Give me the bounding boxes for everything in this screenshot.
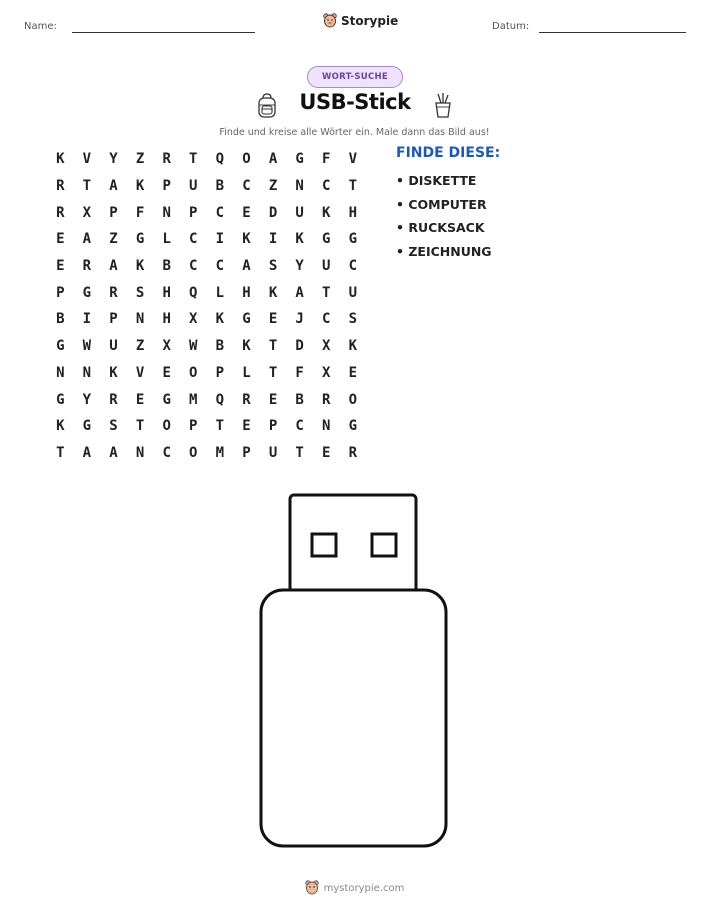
usb-connector-hole-right [372,534,396,556]
grid-letter[interactable]: R [348,444,358,461]
grid-letter[interactable]: C [162,444,171,461]
grid-letter[interactable]: N [82,364,92,381]
grid-letter[interactable]: B [215,338,225,355]
grid-letter[interactable]: W [189,338,198,355]
date-line[interactable] [539,32,686,33]
grid-letter[interactable]: K [215,311,225,328]
grid-letter[interactable]: G [162,391,171,408]
bear-logo-icon [323,13,337,29]
grid-letter[interactable]: Q [215,151,225,168]
grid-letter[interactable]: G [82,284,92,301]
date-label: Datum: [492,21,530,32]
grid-letter[interactable]: P [162,178,171,195]
grid-letter[interactable]: V [348,151,358,168]
grid-letter[interactable]: G [82,418,92,435]
backpack-icon [256,93,278,119]
grid-letter[interactable]: R [56,178,65,195]
grid-letter[interactable]: K [322,204,331,221]
grid-letter[interactable]: O [189,444,198,461]
grid-letter[interactable]: Q [215,391,225,408]
usb-body [261,590,446,846]
grid-letter[interactable]: R [109,391,118,408]
grid-letter[interactable]: C [242,178,251,195]
grid-letter[interactable]: B [295,391,304,408]
grid-letter[interactable]: Z [135,151,145,168]
grid-letter[interactable]: D [295,338,304,355]
grid-letter[interactable]: M [189,391,198,408]
grid-letter[interactable]: T [189,151,198,168]
grid-letter[interactable]: C [215,204,225,221]
grid-letter[interactable]: U [295,204,304,221]
brand-logo [323,13,398,29]
grid-letter[interactable]: S [135,284,145,301]
grid-letter[interactable]: Q [189,284,198,301]
grid-letter[interactable]: A [109,178,118,195]
grid-letter[interactable]: E [162,364,171,381]
grid-letter[interactable]: T [82,178,92,195]
grid-letter[interactable]: X [189,311,198,328]
grid-letter[interactable]: C [215,258,225,275]
page-title: USB-Stick [299,90,411,114]
grid-letter[interactable]: T [295,444,304,461]
grid-row [47,360,367,387]
grid-letter[interactable]: H [242,284,251,301]
grid-letter[interactable]: K [135,178,145,195]
grid-letter[interactable]: H [348,204,358,221]
grid-row [47,440,367,467]
grid-letter[interactable]: V [82,151,92,168]
grid-row [47,173,367,200]
grid-letter[interactable]: C [322,178,331,195]
grid-letter[interactable]: T [56,444,65,461]
grid-letter[interactable]: E [56,231,65,248]
grid-letter[interactable]: O [189,364,198,381]
grid-letter[interactable]: A [109,444,118,461]
word-list-item: • DISKETTE [396,173,477,188]
grid-letter[interactable]: X [162,338,171,355]
grid-letter[interactable]: P [109,204,118,221]
word-list-item: • COMPUTER [396,196,487,212]
grid-letter[interactable]: S [109,418,118,435]
grid-letter[interactable]: G [348,418,358,435]
grid-letter[interactable]: E [268,311,278,328]
grid-letter[interactable]: S [348,311,358,328]
grid-letter[interactable]: O [162,418,171,435]
grid-letter[interactable]: Z [268,178,278,195]
grid-letter[interactable]: T [348,178,358,195]
bear-logo-icon [305,880,319,896]
word-list-item: • RUCKSACK [396,220,485,235]
grid-letter[interactable]: R [82,258,92,275]
usb-stick-drawing [258,493,450,849]
grid-row [47,253,367,280]
grid-letter[interactable]: Y [82,391,92,408]
activity-badge: WORT-SUCHE [307,66,403,88]
grid-letter[interactable]: G [242,311,251,328]
grid-letter[interactable]: E [135,391,145,408]
grid-letter[interactable]: U [109,338,118,355]
grid-row [47,333,367,360]
grid-letter[interactable]: P [268,418,278,435]
grid-letter[interactable]: M [215,444,225,461]
grid-row [47,226,367,253]
grid-letter[interactable]: K [242,231,251,248]
footer [0,880,709,896]
name-label: Name: [24,21,57,32]
grid-letter[interactable]: T [268,364,278,381]
grid-letter[interactable]: U [189,178,198,195]
grid-row [47,279,367,306]
grid-letter[interactable]: G [322,231,331,248]
footer-url[interactable]: mystorypie.com [323,882,405,894]
grid-letter[interactable]: G [295,151,304,168]
grid-letter[interactable]: N [322,418,331,435]
grid-letter[interactable]: X [322,364,331,381]
grid-letter[interactable]: H [162,311,171,328]
grid-letter[interactable]: P [189,418,198,435]
grid-letter[interactable]: G [348,231,358,248]
grid-letter[interactable]: P [56,284,65,301]
grid-letter[interactable]: C [189,258,198,275]
grid-letter[interactable]: I [268,231,278,248]
instructions: Finde und kreise alle Wörter ein. Male dann das Bild aus! [219,127,490,138]
grid-letter[interactable]: U [348,284,358,301]
letter-grid [47,146,367,466]
grid-letter[interactable]: T [215,418,225,435]
word-list-title: FINDE DIESE: [396,145,501,161]
grid-letter[interactable]: E [268,391,278,408]
grid-letter[interactable]: T [135,418,145,435]
grid-letter[interactable]: G [56,391,65,408]
grid-letter[interactable]: C [295,418,304,435]
grid-letter[interactable]: J [295,311,304,328]
grid-letter[interactable]: K [56,418,65,435]
grid-letter[interactable]: T [322,284,331,301]
word-list [396,172,492,266]
grid-letter[interactable]: E [348,364,358,381]
grid-letter[interactable]: R [242,391,251,408]
grid-letter[interactable]: W [82,338,92,355]
grid-letter[interactable]: N [56,364,65,381]
grid-letter[interactable]: O [242,151,251,168]
grid-letter[interactable]: F [295,364,304,381]
grid-letter[interactable]: B [56,311,65,328]
grid-letter[interactable]: G [56,338,65,355]
grid-letter[interactable]: N [162,204,171,221]
grid-letter[interactable]: K [56,151,65,168]
grid-letter[interactable]: O [348,391,358,408]
grid-row [47,199,367,226]
grid-letter[interactable]: L [162,231,171,248]
grid-letter[interactable]: D [268,204,278,221]
pencil-cup-icon [432,92,454,118]
grid-letter[interactable]: A [268,151,278,168]
grid-letter[interactable]: H [162,284,171,301]
grid-letter[interactable]: U [322,258,331,275]
grid-letter[interactable]: T [268,338,278,355]
grid-letter[interactable]: E [322,444,331,461]
grid-row [47,413,367,440]
grid-letter[interactable]: E [242,204,251,221]
grid-letter[interactable]: A [295,284,304,301]
grid-row [47,146,367,173]
grid-letter[interactable]: R [322,391,331,408]
grid-letter[interactable]: V [135,364,145,381]
grid-letter[interactable]: C [348,258,358,275]
grid-letter[interactable]: C [189,231,198,248]
grid-row [47,306,367,333]
brand-name: Storypie [341,14,399,28]
grid-letter[interactable]: N [135,444,145,461]
grid-letter[interactable]: I [215,231,225,248]
grid-letter[interactable]: A [109,258,118,275]
grid-letter[interactable]: E [242,418,251,435]
grid-letter[interactable]: Z [109,231,118,248]
grid-letter[interactable]: K [135,258,145,275]
grid-letter[interactable]: K [268,284,278,301]
grid-letter[interactable]: Y [295,258,304,275]
grid-letter[interactable]: R [56,204,65,221]
grid-letter[interactable]: C [322,311,331,328]
grid-letter[interactable]: P [109,311,118,328]
grid-letter[interactable]: K [109,364,118,381]
grid-letter[interactable]: X [82,204,92,221]
name-line[interactable] [72,32,255,33]
grid-letter[interactable]: G [135,231,145,248]
grid-letter[interactable]: Y [109,151,118,168]
grid-letter[interactable]: Z [135,338,145,355]
grid-letter[interactable]: E [56,258,65,275]
grid-letter[interactable]: L [242,364,251,381]
grid-letter[interactable]: X [322,338,331,355]
grid-letter[interactable]: N [135,311,145,328]
grid-letter[interactable]: L [215,284,225,301]
grid-letter[interactable]: K [242,338,251,355]
grid-letter[interactable]: I [82,311,92,328]
grid-letter[interactable]: R [162,151,171,168]
grid-letter[interactable]: U [268,444,278,461]
grid-letter[interactable]: P [215,364,225,381]
usb-connector-hole-left [312,534,336,556]
grid-letter[interactable]: A [242,258,251,275]
grid-letter[interactable]: N [295,178,304,195]
grid-letter[interactable]: B [162,258,171,275]
grid-letter[interactable]: F [322,151,331,168]
grid-letter[interactable]: P [189,204,198,221]
grid-row [47,386,367,413]
grid-letter[interactable]: P [242,444,251,461]
grid-letter[interactable]: B [215,178,225,195]
grid-letter[interactable]: R [109,284,118,301]
grid-letter[interactable]: A [82,231,92,248]
word-list-item: • ZEICHNUNG [396,243,492,259]
grid-letter[interactable]: K [295,231,304,248]
grid-letter[interactable]: K [348,338,358,355]
grid-letter[interactable]: F [135,204,145,221]
grid-letter[interactable]: A [82,444,92,461]
grid-letter[interactable]: S [268,258,278,275]
